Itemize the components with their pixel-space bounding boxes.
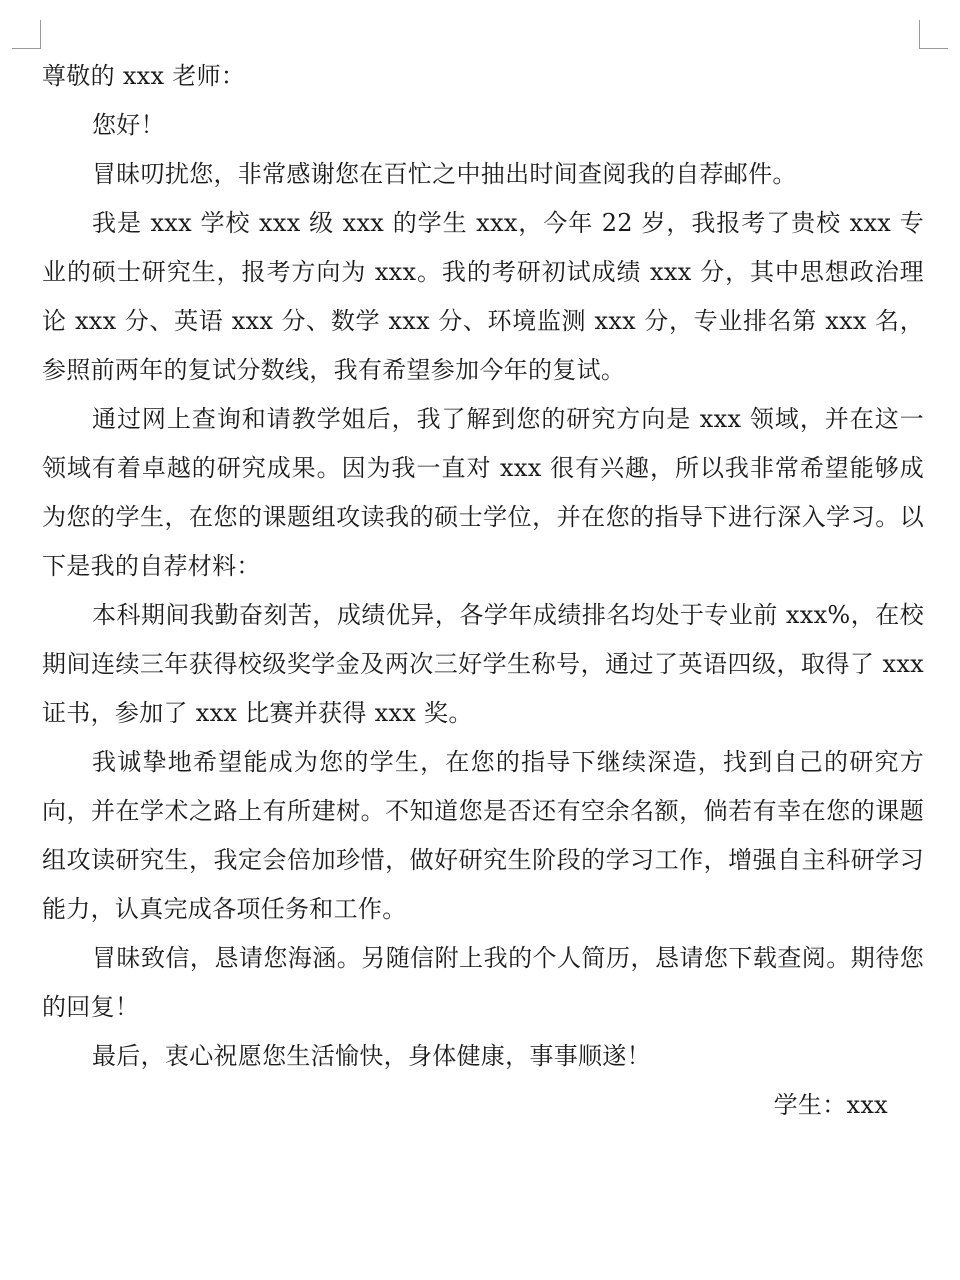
paragraph-greeting: 您好！ bbox=[92, 111, 165, 139]
top-left-margin-mark bbox=[12, 20, 41, 49]
letter-body bbox=[42, 52, 924, 1130]
paragraph-closing: 最后，衷心祝愿您生活愉快，身体健康，事事顺遂！ bbox=[92, 1042, 651, 1070]
paragraph-research-interest: 通过网上查询和请教学姐后，我了解到您的研究方向是 xxx 领域，并在这一领域有着卓越的研究成果。因为我一直对 xxx 很有兴趣，所以我非常希望能够成为您的学生，在您的课题组攻读我的硕士学位，并在您的指导下进行深入学习。以下是我的自荐材料： bbox=[42, 405, 924, 580]
salutation: 尊敬的 xxx 老师： bbox=[42, 62, 246, 90]
paragraph-aspiration: 我诚挚地希望能成为您的学生，在您的指导下继续深造，找到自己的研究方向，并在学术之路上有所建树。不知道您是否还有空余名额，倘若有幸在您的课题组攻读研究生，我定会倍加珍惜，做好研究生阶段的学习工作，增强自主科研学习能力，认真完成各项任务和工作。 bbox=[42, 748, 924, 923]
paragraph-thanks: 冒昧叨扰您，非常感谢您在百忙之中抽出时间查阅我的自荐邮件。 bbox=[92, 160, 797, 188]
signature: 学生：xxx bbox=[773, 1091, 888, 1119]
paragraph-attachment: 冒昧致信，恳请您海涵。另随信附上我的个人简历，恳请您下载查阅。期待您的回复！ bbox=[42, 944, 924, 1021]
paragraph-achievements: 本科期间我勤奋刻苦，成绩优异，各学年成绩排名均处于专业前 xxx%，在校期间连续三年获得校级奖学金及两次三好学生称号，通过了英语四级，取得了 xxx 证书，参加了 xxx 比赛并获得 xxx 奖。 bbox=[42, 601, 924, 727]
top-right-margin-mark bbox=[919, 20, 948, 49]
paragraph-introduction: 我是 xxx 学校 xxx 级 xxx 的学生 xxx，今年 22 岁，我报考了贵校 xxx 专业的硕士研究生，报考方向为 xxx。我的考研初试成绩 xxx 分，其中思想政治理论 xxx 分、英语 xxx 分、数学 xxx 分、环境监测 xxx 分，专业排名第 xxx 名，参照前两年的复试分数线，我有希望参加今年的复试。 bbox=[42, 209, 924, 384]
